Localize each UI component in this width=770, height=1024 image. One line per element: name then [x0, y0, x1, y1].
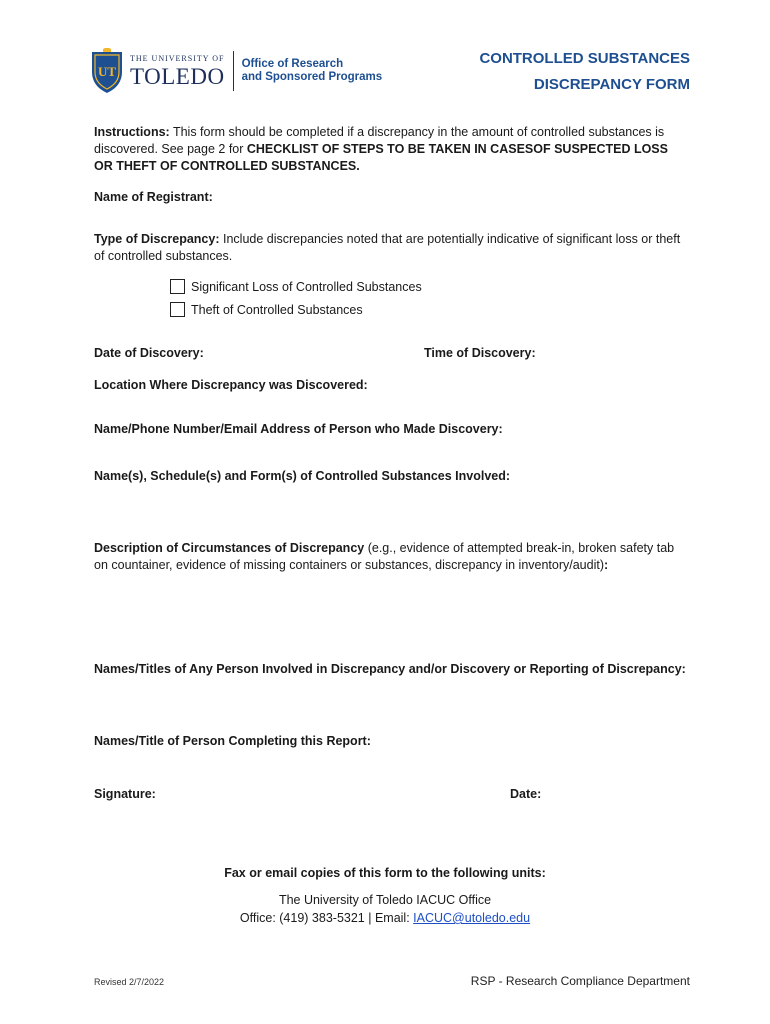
signature-label: Signature: — [94, 787, 156, 801]
form-title-line-2: DISCREPANCY FORM — [533, 76, 690, 93]
form-title — [479, 46, 690, 98]
description-paragraph — [94, 540, 684, 574]
contact-email-link[interactable]: IACUC@utoledo.edu — [413, 911, 531, 925]
contact-heading: Fax or email copies of this form to the following units: — [224, 866, 546, 880]
university-wordmark — [130, 55, 225, 88]
theft-checkbox[interactable] — [170, 302, 185, 317]
persons-involved-label: Names/Titles of Any Person Involved in Discrepancy and/or Discovery or Reporting of Discrepancy: — [94, 662, 686, 676]
type-text: Include discrepancies noted that are potentially indicative of significant loss or theft of controlled substances. — [94, 232, 681, 263]
office-line-2: and Sponsored Programs — [241, 71, 383, 83]
type-of-discrepancy-paragraph — [94, 231, 689, 265]
registrant-label: Name of Registrant: — [94, 190, 213, 204]
university-small-text: THE UNIVERSITY OF — [130, 53, 225, 63]
ut-shield-icon — [90, 48, 124, 94]
completing-person-label: Names/Title of Person Completing this Report: — [94, 734, 371, 748]
date-label: Date: — [510, 787, 542, 801]
instructions-paragraph — [94, 124, 689, 175]
location-label: Location Where Discrepancy was Discovered: — [94, 378, 368, 392]
option-significant-loss[interactable] — [170, 279, 422, 294]
substances-label: Name(s), Schedule(s) and Form(s) of Controlled Substances Involved: — [94, 469, 511, 483]
instructions-bold-tail: CHECKLIST OF STEPS TO BE TAKEN IN CASESOF SUSPECTED LOSS OR THEFT OF CONTROLLED SUBSTANCES. — [94, 142, 668, 173]
office-name — [242, 58, 383, 84]
logo-divider — [233, 51, 234, 91]
form-title-line-1: CONTROLLED SUBSTANCES — [479, 50, 690, 67]
svg-text:UT: UT — [97, 64, 117, 79]
time-of-discovery-label: Time of Discovery: — [424, 346, 536, 360]
type-label: Type of Discrepancy: — [94, 232, 220, 246]
person-discovery-label: Name/Phone Number/Email Address of Person who Made Discovery: — [94, 422, 503, 436]
date-of-discovery-label: Date of Discovery: — [94, 346, 204, 360]
instructions-label: Instructions: — [94, 125, 170, 139]
revised-date: Revised 2/7/2022 — [94, 977, 165, 987]
university-logo — [90, 47, 382, 95]
significant-loss-checkbox[interactable] — [170, 279, 185, 294]
footer-department: RSP - Research Compliance Department — [470, 974, 690, 988]
instructions-text: This form should be completed if a discrepancy in the amount of controlled substances is discovered. See page 2 for — [94, 125, 665, 156]
office-line-1: Office of Research — [241, 57, 344, 70]
contact-office: The University of Toledo IACUC Office — [278, 893, 492, 907]
description-label: Description of Circumstances of Discrepancy — [94, 541, 365, 555]
theft-label: Theft of Controlled Substances — [191, 302, 363, 317]
university-name: TOLEDO — [130, 63, 225, 89]
contact-line — [0, 909, 770, 928]
option-theft[interactable] — [170, 302, 363, 317]
description-colon: : — [604, 558, 609, 572]
description-text: (e.g., evidence of attempted break-in, broken safety tab on countainer, evidence of missing containers or substances, discrepancy in inventory/audit) — [94, 541, 675, 572]
contact-phone: Office: (419) 383-5321 | Email: — [239, 911, 414, 925]
significant-loss-label: Significant Loss of Controlled Substances — [191, 279, 422, 294]
